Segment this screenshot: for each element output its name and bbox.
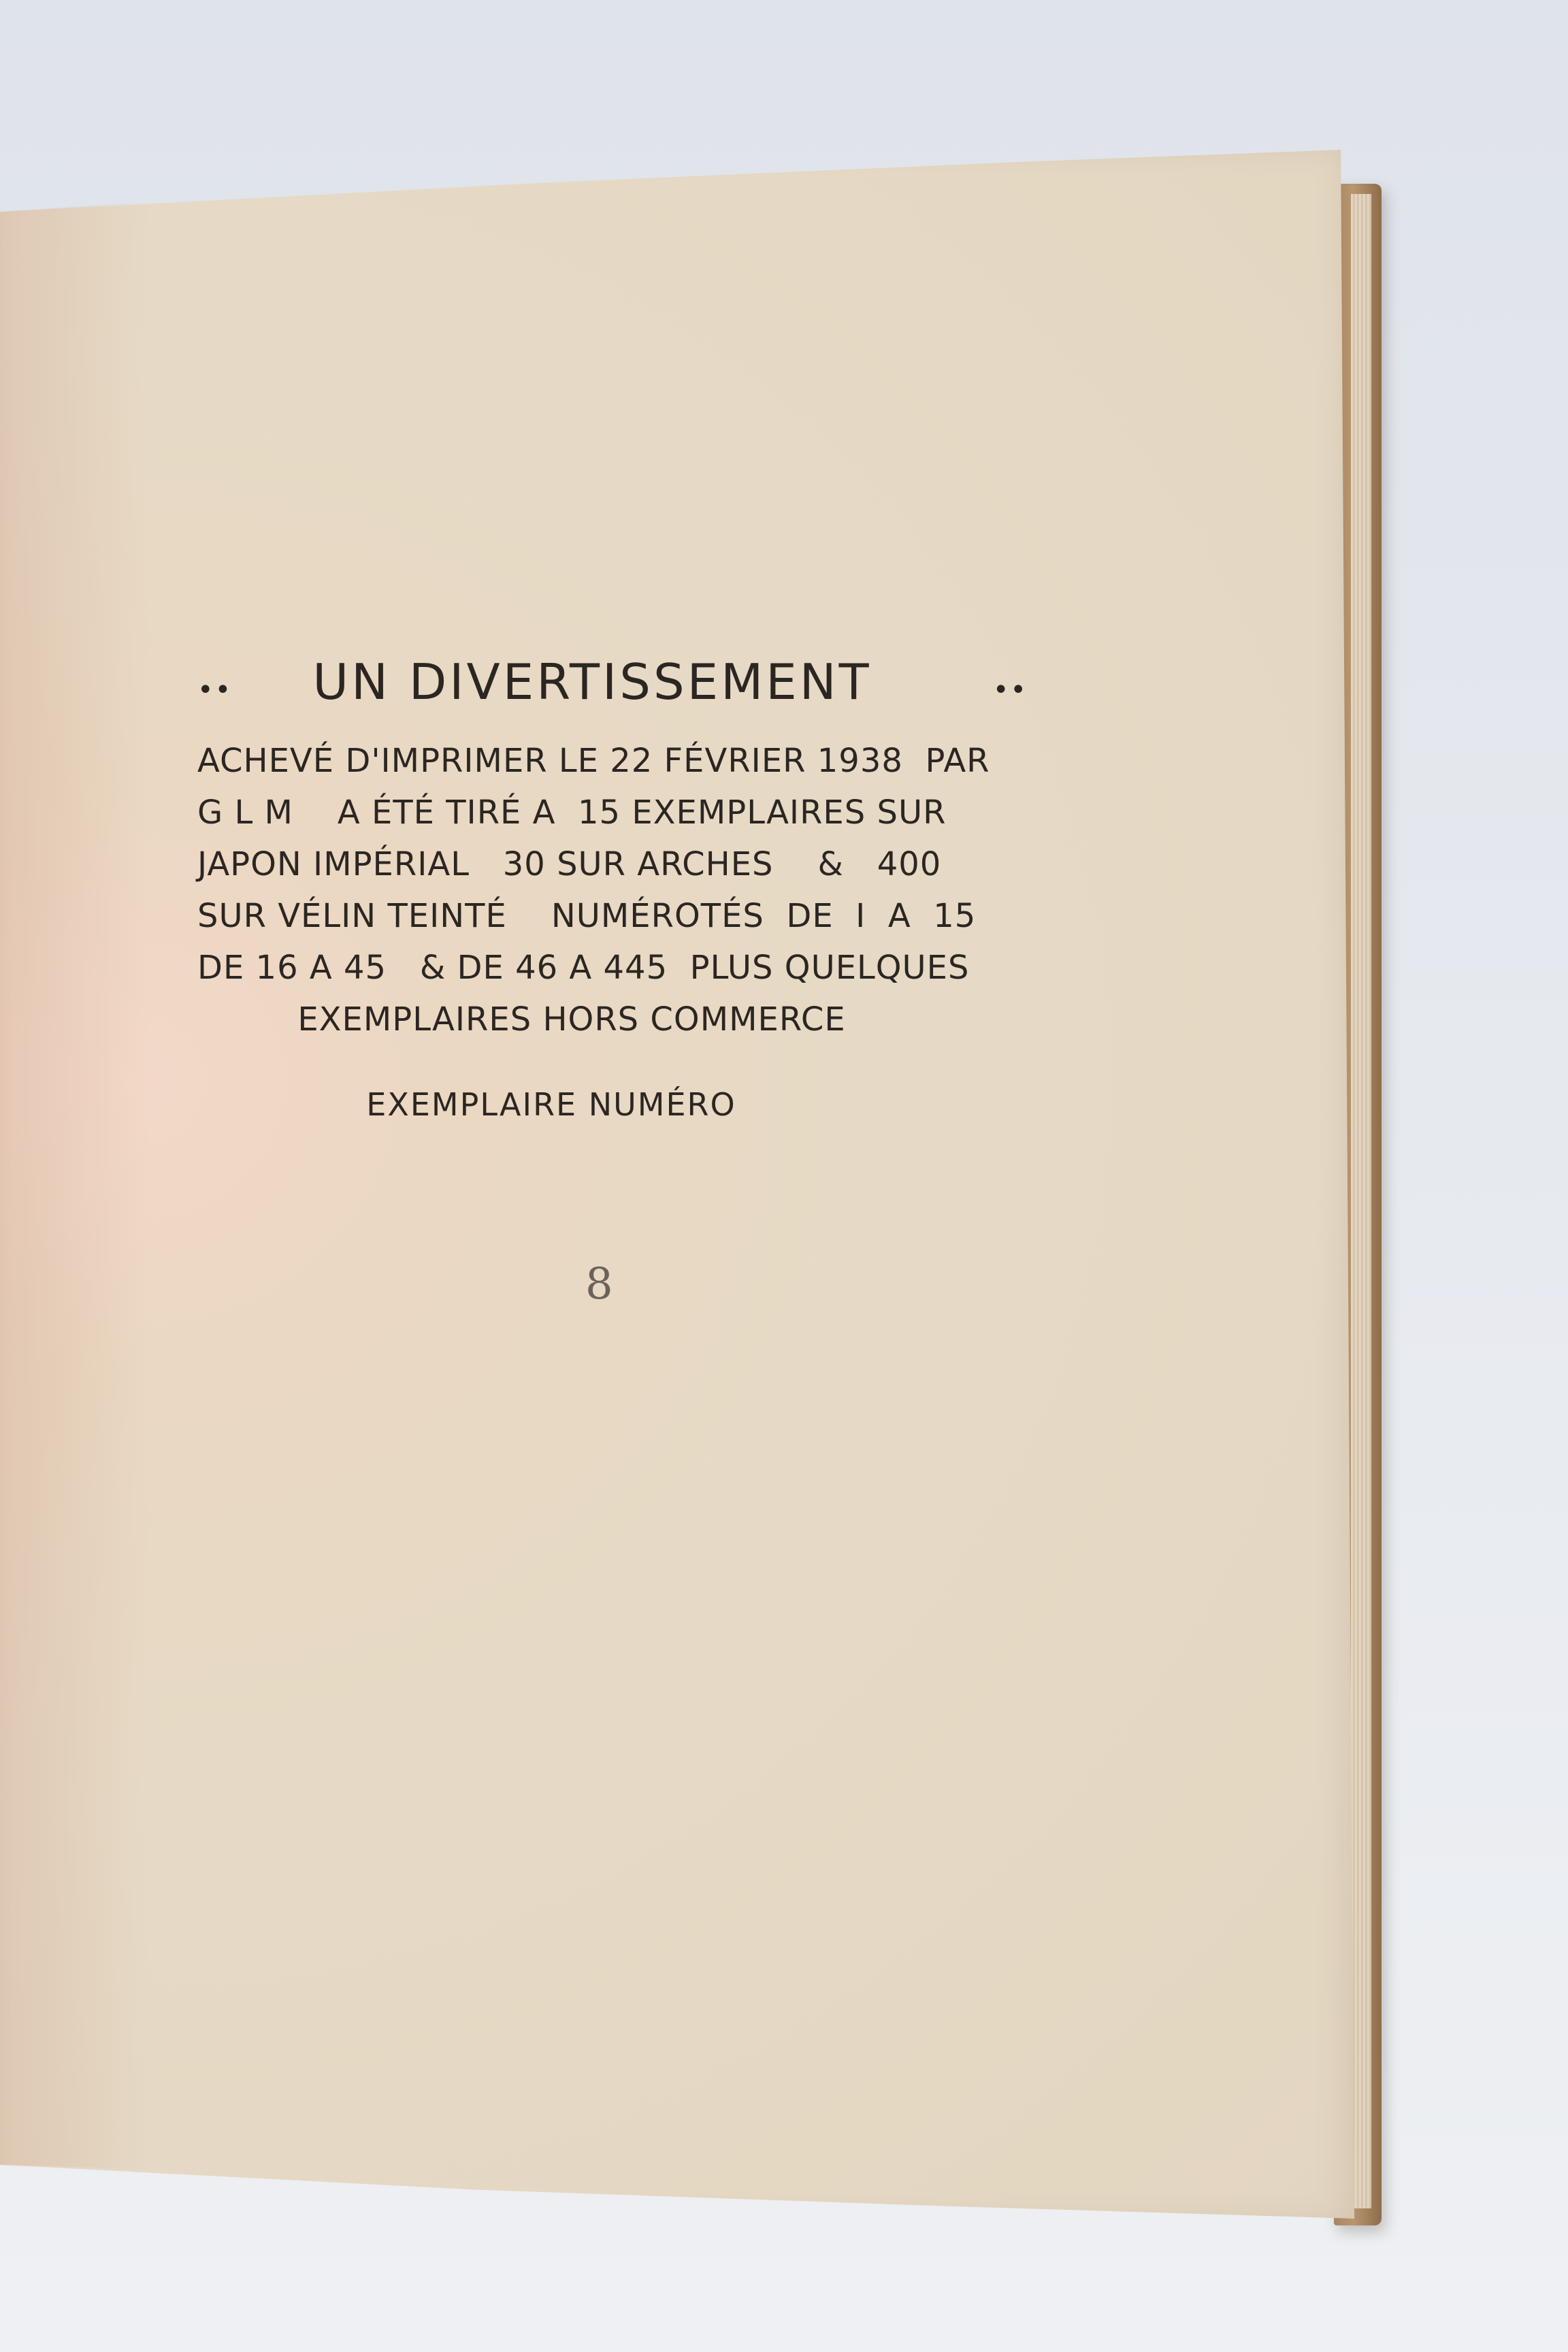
colophon-line: G L M A ÉTÉ TIRÉ A 15 EXEMPLAIRES SUR [197, 794, 947, 832]
colophon-block [197, 653, 1028, 1123]
colophon-line: EXEMPLAIRES HORS COMMERCE [297, 1000, 846, 1039]
colophon-line: DE 16 A 45 & DE 46 A 445 PLUS QUELQUES [197, 949, 970, 987]
ornament-right: •• [992, 674, 1028, 706]
page-gutter-shadow [0, 150, 150, 2219]
ornament-left: •• [197, 674, 233, 706]
colophon-heading [197, 653, 1028, 710]
colophon-line: ACHEVÉ D'IMPRIMER LE 22 FÉVRIER 1938 PAR [197, 742, 990, 780]
colophon-line: SUR VÉLIN TEINTÉ NUMÉROTÉS DE I A 15 [197, 897, 977, 935]
colophon-line: JAPON IMPÉRIAL 30 SUR ARCHES & 400 [197, 845, 942, 883]
exemplaire-label: EXEMPLAIRE NUMÉRO [366, 1086, 736, 1123]
book-title: UN DIVERTISSEMENT [312, 653, 872, 710]
exemplaire-number: 8 [585, 1259, 613, 1309]
open-page [0, 150, 1354, 2219]
page-stack-edge [1351, 194, 1371, 2208]
